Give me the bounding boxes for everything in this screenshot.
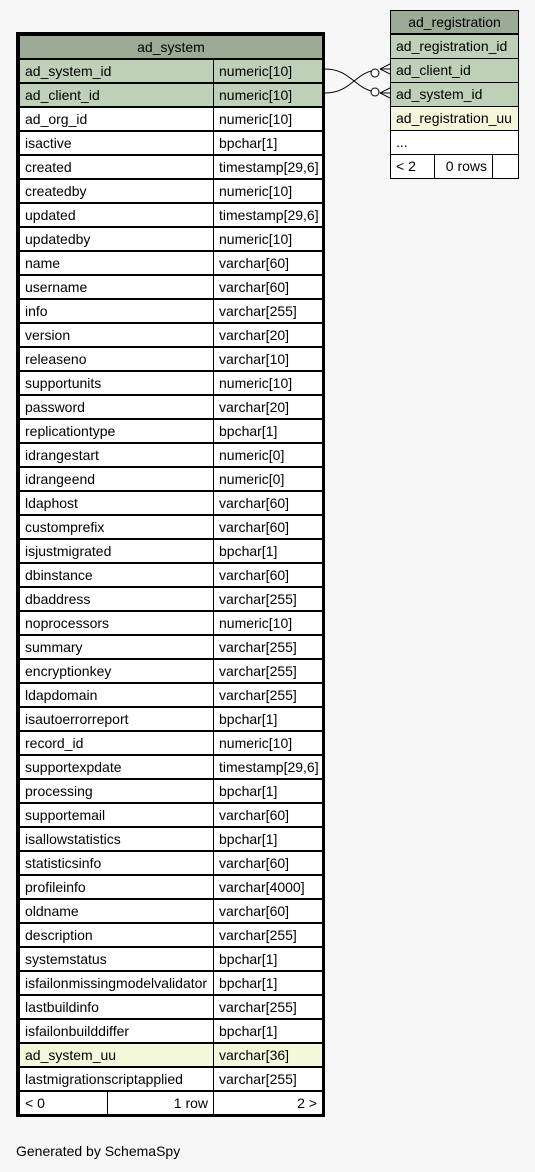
- column-name: ad_system_id: [19, 59, 214, 83]
- column-type: bpchar[1]: [213, 971, 323, 995]
- column-name: ldapdomain: [19, 683, 214, 707]
- column-name: summary: [19, 635, 214, 659]
- ad-registration-table: [390, 10, 519, 179]
- column-type: bpchar[1]: [213, 131, 323, 155]
- column-name: ad_client_id: [19, 83, 214, 107]
- column-type: numeric[10]: [213, 611, 323, 635]
- column-type: varchar[10]: [213, 347, 323, 371]
- column-type: timestamp[29,6]: [213, 203, 323, 227]
- column-name: created: [19, 155, 214, 179]
- column-name: info: [19, 299, 214, 323]
- column-type: varchar[60]: [213, 515, 323, 539]
- column-name: description: [19, 923, 214, 947]
- column-name: oldname: [19, 899, 214, 923]
- column-type: varchar[60]: [213, 275, 323, 299]
- column-name: ad_org_id: [19, 107, 214, 131]
- column-name: systemstatus: [19, 947, 214, 971]
- column-type: numeric[10]: [213, 731, 323, 755]
- column-name: isfailonbuilddiffer: [19, 1019, 214, 1043]
- column-type: varchar[60]: [213, 851, 323, 875]
- column-type: varchar[255]: [213, 635, 323, 659]
- column-type: numeric[10]: [213, 371, 323, 395]
- column-name: ldaphost: [19, 491, 214, 515]
- column-type: varchar[60]: [213, 899, 323, 923]
- column-name: dbinstance: [19, 563, 214, 587]
- column-name: record_id: [19, 731, 214, 755]
- column-name: updatedby: [19, 227, 214, 251]
- table-title: ad_system: [19, 35, 323, 59]
- column-type: varchar[255]: [213, 995, 323, 1019]
- column-type: varchar[60]: [213, 563, 323, 587]
- column-name: isfailonmissingmodelvalidator: [19, 971, 214, 995]
- column-type: numeric[10]: [213, 83, 323, 107]
- column-name: ad_registration_uu: [390, 106, 519, 131]
- column-type: varchar[255]: [213, 587, 323, 611]
- column-name: customprefix: [19, 515, 214, 539]
- column-name: profileinfo: [19, 875, 214, 899]
- column-type: varchar[255]: [213, 923, 323, 947]
- column-type: bpchar[1]: [213, 707, 323, 731]
- table-title: ad_registration: [390, 10, 519, 34]
- column-type: timestamp[29,6]: [213, 755, 323, 779]
- row-count: 1 row: [107, 1091, 214, 1115]
- column-name: supportunits: [19, 371, 214, 395]
- column-name: lastbuildinfo: [19, 995, 214, 1019]
- generated-by-label: Generated by SchemaSpy: [16, 1143, 181, 1159]
- column-name: idrangestart: [19, 443, 214, 467]
- column-type: numeric[0]: [213, 467, 323, 491]
- column-type: numeric[0]: [213, 443, 323, 467]
- column-name: supportemail: [19, 803, 214, 827]
- column-type: varchar[36]: [213, 1043, 323, 1067]
- column-name: createdby: [19, 179, 214, 203]
- column-type: varchar[20]: [213, 323, 323, 347]
- column-name: isjustmigrated: [19, 539, 214, 563]
- column-name: encryptionkey: [19, 659, 214, 683]
- column-name: statisticsinfo: [19, 851, 214, 875]
- column-type: numeric[10]: [213, 179, 323, 203]
- parents-count: < 0: [19, 1091, 108, 1115]
- column-type: varchar[20]: [213, 395, 323, 419]
- column-name: updated: [19, 203, 214, 227]
- column-name: version: [19, 323, 214, 347]
- column-type: varchar[60]: [213, 251, 323, 275]
- column-type: bpchar[1]: [213, 779, 323, 803]
- column-name: ...: [390, 130, 519, 155]
- column-type: bpchar[1]: [213, 827, 323, 851]
- column-type: varchar[255]: [213, 1067, 323, 1091]
- column-type: numeric[10]: [213, 227, 323, 251]
- column-type: varchar[4000]: [213, 875, 323, 899]
- column-name: dbaddress: [19, 587, 214, 611]
- column-type: varchar[60]: [213, 491, 323, 515]
- column-name: ad_client_id: [390, 58, 519, 83]
- column-type: bpchar[1]: [213, 1019, 323, 1043]
- column-name: idrangeend: [19, 467, 214, 491]
- column-name: username: [19, 275, 214, 299]
- parents-count: < 2: [390, 154, 435, 179]
- column-name: releaseno: [19, 347, 214, 371]
- column-type: timestamp[29,6]: [213, 155, 323, 179]
- column-name: isactive: [19, 131, 214, 155]
- column-name: replicationtype: [19, 419, 214, 443]
- column-name: noprocessors: [19, 611, 214, 635]
- column-name: lastmigrationscriptapplied: [19, 1067, 214, 1091]
- children-count: 2 >: [213, 1091, 323, 1115]
- column-name: isallowstatistics: [19, 827, 214, 851]
- row-count: 0 rows: [434, 154, 493, 179]
- column-name: processing: [19, 779, 214, 803]
- column-type: varchar[255]: [213, 299, 323, 323]
- column-name: ad_system_uu: [19, 1043, 214, 1067]
- column-type: varchar[255]: [213, 683, 323, 707]
- column-name: ad_system_id: [390, 82, 519, 107]
- column-type: varchar[60]: [213, 803, 323, 827]
- column-name: password: [19, 395, 214, 419]
- column-name: supportexpdate: [19, 755, 214, 779]
- column-type: bpchar[1]: [213, 419, 323, 443]
- ad-system-table: [16, 32, 325, 1117]
- column-type: bpchar[1]: [213, 947, 323, 971]
- column-type: varchar[255]: [213, 659, 323, 683]
- column-type: bpchar[1]: [213, 539, 323, 563]
- children-count: [492, 154, 519, 179]
- column-type: numeric[10]: [213, 107, 323, 131]
- column-name: name: [19, 251, 214, 275]
- column-name: isautoerrorreport: [19, 707, 214, 731]
- column-type: numeric[10]: [213, 59, 323, 83]
- column-name: ad_registration_id: [390, 34, 519, 59]
